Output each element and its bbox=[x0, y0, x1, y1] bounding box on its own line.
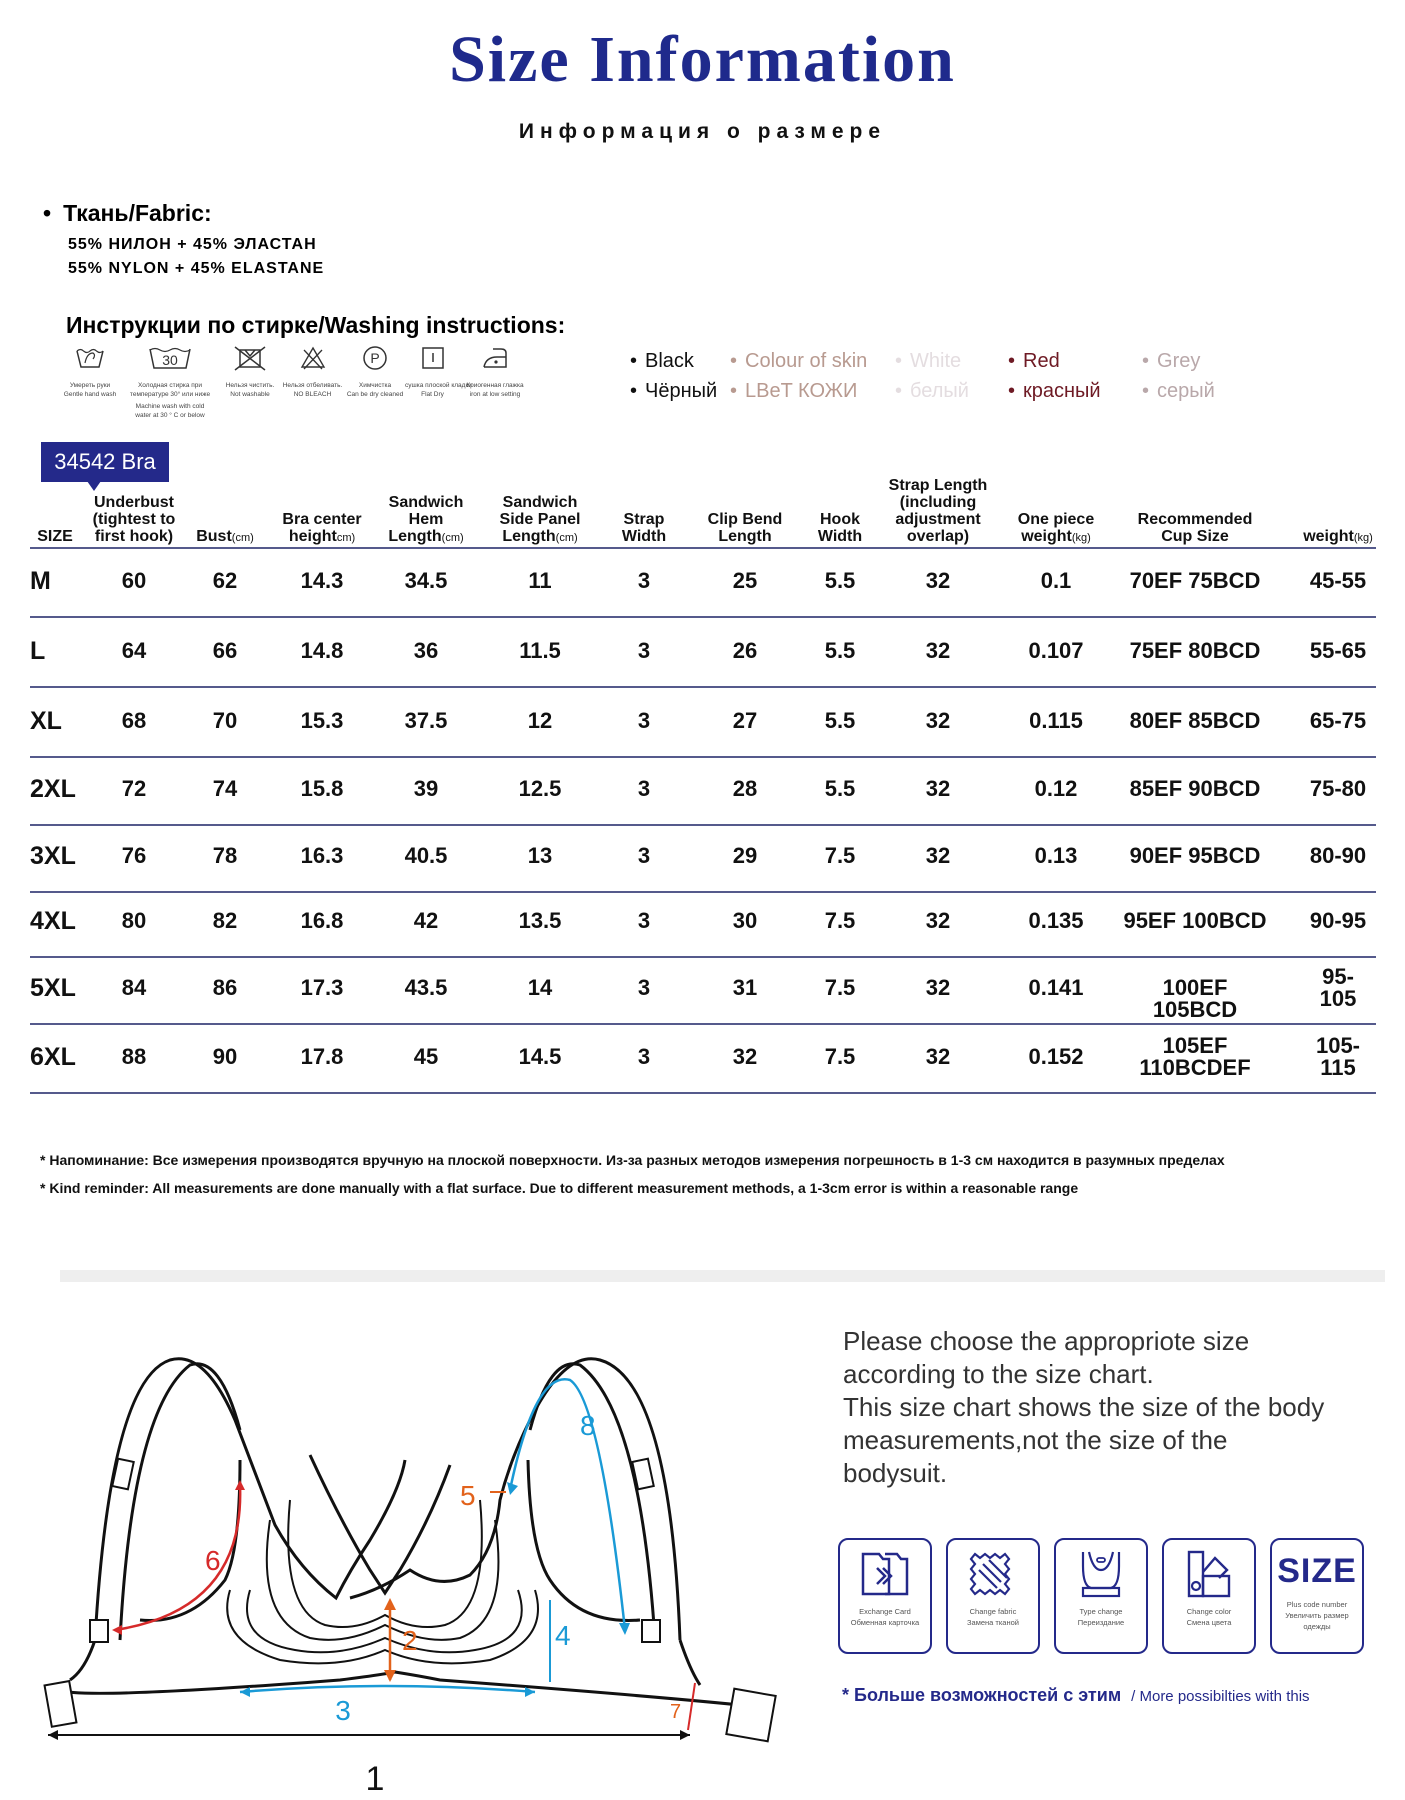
feature-caption-en: Change fabric bbox=[969, 1607, 1017, 1616]
table-cell: 5.5 bbox=[824, 708, 856, 733]
table-cell: 11.5 bbox=[519, 638, 561, 663]
table-cell: 7.5 bbox=[824, 975, 856, 1000]
color-name-ru: красный bbox=[1023, 380, 1101, 402]
wash-item-iron bbox=[460, 345, 530, 399]
column-header: Sandwich Side Panel Length(cm) bbox=[499, 494, 581, 545]
table-cell: 3 bbox=[637, 568, 651, 593]
column-header: Strap Length (including adjustment overlap) bbox=[888, 477, 988, 545]
flat-dry-icon bbox=[420, 345, 446, 371]
feature-caption-ru: Смена цвета bbox=[1186, 1618, 1232, 1627]
column-header: Clip Bend Length bbox=[707, 511, 783, 545]
table-cell: 32 bbox=[925, 908, 951, 933]
fabric-icon bbox=[965, 1546, 1021, 1602]
table-cell: 3 bbox=[637, 776, 651, 801]
color-name-en: Red bbox=[1023, 350, 1060, 372]
wash-item-30 bbox=[125, 345, 215, 420]
table-cell: 70 bbox=[212, 708, 238, 733]
table-cell: 12 bbox=[527, 708, 553, 733]
table-cell: 37.5 bbox=[404, 708, 448, 733]
wash-caption-en: Machine wash with cold bbox=[135, 403, 205, 410]
no-bleach-icon bbox=[299, 345, 327, 371]
column-header: SIZE bbox=[37, 528, 73, 545]
wash-caption-ru: Криогенная глажка bbox=[466, 382, 524, 389]
wash-30-icon bbox=[148, 345, 192, 371]
column-header: Recommended Cup Size bbox=[1137, 511, 1253, 545]
table-cell: 0.13 bbox=[1034, 843, 1078, 868]
size-advice bbox=[843, 1325, 1403, 1490]
table-cell: 34.5 bbox=[404, 568, 448, 593]
table-cell: 100EF 105BCD bbox=[1152, 975, 1238, 1022]
dry-clean-label: P bbox=[370, 350, 380, 366]
table-cell: 5.5 bbox=[824, 568, 856, 593]
color-option-skin-ru[interactable]: • LBeT КОЖИ bbox=[730, 380, 858, 402]
table-cell: 86 bbox=[212, 975, 238, 1000]
table-cell: 90 bbox=[212, 1044, 238, 1069]
feature-caption-ru: Увеличить размер bbox=[1285, 1611, 1349, 1620]
feature-plus-size[interactable] bbox=[1270, 1538, 1364, 1654]
color-name-en: Grey bbox=[1157, 350, 1201, 372]
table-cell: 62 bbox=[212, 568, 238, 593]
size-label: 5XL bbox=[30, 974, 76, 1002]
table-cell: 31 bbox=[732, 975, 758, 1000]
color-name-en: White bbox=[910, 350, 962, 372]
table-cell: 75-80 bbox=[1309, 776, 1367, 801]
table-cell: 45-55 bbox=[1309, 568, 1367, 593]
table-cell: 72 bbox=[121, 776, 147, 801]
table-cell: 11 bbox=[528, 568, 552, 593]
table-cell: 5.5 bbox=[824, 638, 856, 663]
table-cell: 29 bbox=[732, 843, 758, 868]
table-cell: 14 bbox=[527, 975, 553, 1000]
feature-change-fabric[interactable] bbox=[946, 1538, 1040, 1654]
table-cell: 88 bbox=[121, 1044, 147, 1069]
table-cell: 36 bbox=[413, 638, 439, 663]
table-cell: 32 bbox=[925, 776, 951, 801]
table-cell: 65-75 bbox=[1309, 708, 1367, 733]
size-icon: SIZE bbox=[1277, 1552, 1357, 1590]
table-divider bbox=[30, 686, 1376, 688]
color-option-white-ru[interactable]: • белый bbox=[895, 380, 969, 402]
color-name-ru: LBeT КОЖИ bbox=[745, 380, 858, 402]
feature-change-color[interactable] bbox=[1162, 1538, 1256, 1654]
color-option-grey[interactable]: • Grey bbox=[1142, 350, 1201, 372]
measure-label-3: 3 bbox=[335, 1695, 351, 1726]
column-header: Sandwich Hem Length(cm) bbox=[388, 494, 464, 545]
table-cell: 64 bbox=[121, 638, 147, 663]
table-cell: 5.5 bbox=[824, 776, 856, 801]
fabric-heading-text: Ткань/Fabric: bbox=[63, 200, 212, 226]
feature-exchange-card[interactable] bbox=[838, 1538, 932, 1654]
table-cell: 32 bbox=[925, 568, 951, 593]
bullet-icon: • bbox=[43, 200, 52, 226]
table-cell: 17.8 bbox=[300, 1044, 344, 1069]
measure-label-6: 6 bbox=[205, 1545, 221, 1576]
table-cell: 32 bbox=[925, 975, 951, 1000]
table-cell: 3 bbox=[637, 908, 651, 933]
size-label: 6XL bbox=[30, 1043, 76, 1071]
divider bbox=[60, 1270, 1385, 1282]
table-divider bbox=[30, 547, 1376, 549]
color-option-skin[interactable]: • Colour of skin bbox=[730, 350, 868, 372]
color-option-grey-ru[interactable]: • серый bbox=[1142, 380, 1215, 402]
table-cell: 32 bbox=[925, 1044, 951, 1069]
measure-label-7: 7 bbox=[670, 1701, 682, 1723]
table-cell: 32 bbox=[925, 708, 951, 733]
table-cell: 7.5 bbox=[824, 1044, 856, 1069]
table-cell: 0.1 bbox=[1040, 568, 1072, 593]
table-cell: 3 bbox=[637, 638, 651, 663]
size-label: 3XL bbox=[30, 842, 76, 870]
table-cell: 14.8 bbox=[300, 638, 344, 663]
column-header: Underbust (tightest to first hook) bbox=[92, 494, 176, 545]
table-cell: 32 bbox=[925, 843, 951, 868]
advice-line: bodysuit. bbox=[843, 1458, 948, 1488]
table-cell: 15.8 bbox=[300, 776, 344, 801]
column-header: Strap Width bbox=[621, 511, 667, 545]
more-possibilities bbox=[842, 1685, 1310, 1706]
table-cell: 0.141 bbox=[1028, 975, 1084, 1000]
table-cell: 17.3 bbox=[300, 975, 344, 1000]
column-header: weight(kg) bbox=[1303, 528, 1373, 545]
table-cell: 0.152 bbox=[1028, 1044, 1084, 1069]
table-cell: 30 bbox=[732, 908, 758, 933]
wash-item-no-wash bbox=[220, 345, 280, 399]
table-cell: 16.3 bbox=[300, 843, 344, 868]
size-label: 4XL bbox=[30, 907, 76, 935]
table-cell: 32 bbox=[732, 1044, 758, 1069]
table-cell: 7.5 bbox=[824, 843, 856, 868]
fabric-composition-en: 55% NYLON + 45% ELASTANE bbox=[68, 260, 325, 277]
advice-line: This size chart shows the size of the body bbox=[843, 1392, 1325, 1422]
table-cell: 3 bbox=[637, 1044, 651, 1069]
table-divider bbox=[30, 824, 1376, 826]
table-cell: 26 bbox=[732, 638, 758, 663]
more-possibilities-en: / More possibilties with this bbox=[1131, 1688, 1310, 1705]
advice-line: measurements,not the size of the bbox=[843, 1425, 1228, 1455]
bra-type-icon bbox=[1073, 1546, 1129, 1602]
table-cell: 68 bbox=[121, 708, 147, 733]
page-subtitle: Информация о размере bbox=[518, 120, 887, 143]
color-name-en: Black bbox=[645, 350, 694, 372]
feature-caption-en: Exchange Card bbox=[859, 1607, 911, 1616]
wash-caption-ru: Нельзя чистить. bbox=[225, 382, 275, 389]
table-cell: 0.135 bbox=[1028, 908, 1084, 933]
table-cell: 0.12 bbox=[1034, 776, 1078, 801]
color-option-red[interactable]: • Red bbox=[1008, 350, 1060, 372]
wash-item-flat-dry bbox=[405, 345, 472, 399]
hook-tab-right bbox=[726, 1689, 775, 1742]
dry-clean-icon bbox=[362, 345, 388, 371]
table-cell: 40.5 bbox=[404, 843, 448, 868]
feature-caption-ru: Замена тканой bbox=[967, 1618, 1019, 1627]
table-cell: 3 bbox=[637, 708, 651, 733]
fabric-composition-ru: 55% НИЛОН + 45% ЭЛАСТАН bbox=[68, 236, 317, 253]
hand-wash-icon bbox=[75, 345, 105, 371]
size-label: 2XL bbox=[30, 775, 76, 803]
color-name-ru: белый bbox=[910, 380, 969, 402]
feature-caption-ru: Переиздание bbox=[1077, 1618, 1125, 1627]
bra-outline bbox=[60, 1359, 740, 1705]
size-label: M bbox=[30, 567, 51, 595]
color-options bbox=[630, 350, 1270, 410]
table-cell: 60 bbox=[121, 568, 147, 593]
color-option-red-ru[interactable]: • красный bbox=[1008, 380, 1101, 402]
column-header: Bust(cm) bbox=[196, 528, 254, 545]
wash-caption-en: Gentle hand wash bbox=[63, 391, 117, 398]
table-cell: 0.107 bbox=[1028, 638, 1084, 663]
table-cell: 76 bbox=[121, 843, 147, 868]
measure-line-8 bbox=[510, 1379, 625, 1630]
wash-caption-ru: Холодная стирка при bbox=[137, 382, 203, 389]
do-not-wash-icon bbox=[233, 345, 267, 371]
table-cell: 80EF 85BCD bbox=[1129, 708, 1261, 733]
feature-caption-en: Change color bbox=[1186, 1607, 1232, 1616]
hook-tab-left bbox=[45, 1681, 77, 1727]
reminder-ru: * Напоминание: Все измерения производятся вручную на плоской поверхности. Из-за разных методов измерения погрешность в 1-3 см находится в разумных пределах bbox=[40, 1152, 1225, 1168]
table-divider bbox=[30, 1023, 1376, 1025]
table-divider bbox=[30, 616, 1376, 618]
table-cell: 78 bbox=[212, 843, 238, 868]
table-cell: 105- 115 bbox=[1315, 1033, 1361, 1080]
table-cell: 45 bbox=[413, 1044, 439, 1069]
measure-label-1: 1 bbox=[365, 1760, 385, 1798]
table-cell: 13 bbox=[527, 843, 553, 868]
color-name-ru: серый bbox=[1157, 380, 1215, 402]
more-possibilities-ru: * Больше возможностей с этим bbox=[842, 1685, 1122, 1705]
column-header: One piece weight(kg) bbox=[1017, 511, 1095, 545]
table-cell: 55-65 bbox=[1309, 638, 1367, 663]
feature-caption-en: Plus code number bbox=[1286, 1600, 1348, 1609]
table-cell: 32 bbox=[925, 638, 951, 663]
table-cell: 75EF 80BCD bbox=[1129, 638, 1261, 663]
color-option-black-ru[interactable]: • Чёрный bbox=[630, 380, 718, 402]
feature-caption-en: Type change bbox=[1079, 1607, 1123, 1616]
wash-caption-en: NO BLEACH bbox=[293, 391, 332, 398]
column-header: Hook Width bbox=[817, 511, 863, 545]
washing-heading: Инструкции по стирке/Washing instructions: bbox=[66, 312, 566, 338]
wash-caption-en2: water at 30 ° C or below bbox=[135, 412, 205, 419]
table-cell: 70EF 75BCD bbox=[1129, 568, 1261, 593]
advice-line: Please choose the appropriote size bbox=[843, 1326, 1250, 1356]
wash-caption-en: iron at low setting bbox=[469, 391, 521, 398]
table-cell: 16.8 bbox=[300, 908, 344, 933]
table-cell: 66 bbox=[212, 638, 238, 663]
table-cell: 80 bbox=[121, 908, 147, 933]
table-divider bbox=[30, 891, 1376, 893]
wash-item-no-bleach bbox=[280, 345, 345, 399]
size-label: XL bbox=[30, 707, 62, 735]
measure-line-3 bbox=[240, 1686, 535, 1692]
table-divider bbox=[30, 1092, 1376, 1094]
strap-slider-left bbox=[90, 1620, 108, 1642]
page-title: Size Information bbox=[449, 23, 956, 96]
color-option-white[interactable]: • White bbox=[895, 350, 962, 372]
table-cell: 14.5 bbox=[518, 1044, 562, 1069]
table-cell: 39 bbox=[413, 776, 439, 801]
iron-low-icon bbox=[481, 345, 509, 371]
table-divider bbox=[30, 756, 1376, 758]
wash-item-hand bbox=[55, 345, 125, 399]
table-cell: 85EF 90BCD bbox=[1129, 776, 1261, 801]
color-swatch-icon bbox=[1181, 1546, 1237, 1602]
column-header: Bra center heightcm) bbox=[282, 511, 362, 545]
wash-caption-ru2: температуре 30° или ниже bbox=[129, 391, 211, 398]
wash-item-dry-clean bbox=[345, 345, 405, 399]
measure-label-8: 8 bbox=[580, 1410, 596, 1441]
table-cell: 12.5 bbox=[518, 776, 562, 801]
table-cell: 90EF 95BCD bbox=[1129, 843, 1261, 868]
table-cell: 28 bbox=[732, 776, 758, 801]
table-divider bbox=[30, 956, 1376, 958]
table-cell: 43.5 bbox=[404, 975, 448, 1000]
table-cell: 74 bbox=[212, 776, 238, 801]
table-cell: 82 bbox=[212, 908, 238, 933]
feature-caption-ru: Обменная карточка bbox=[850, 1618, 920, 1627]
color-name-en: Colour of skin bbox=[745, 350, 868, 372]
table-cell: 105EF 110BCDEF bbox=[1139, 1033, 1251, 1080]
advice-line: according to the size chart. bbox=[843, 1359, 1154, 1389]
feature-type-change[interactable] bbox=[1054, 1538, 1148, 1654]
fabric-heading bbox=[43, 200, 212, 227]
table-cell: 0.115 bbox=[1029, 708, 1083, 733]
table-cell: 42 bbox=[413, 908, 439, 933]
bra-measurement-diagram bbox=[40, 1320, 780, 1798]
table-cell: 3 bbox=[637, 843, 651, 868]
wash-caption-en: Can be dry cleaned bbox=[346, 391, 404, 398]
feature-caption-ru2: одежды bbox=[1303, 1622, 1331, 1631]
color-name-ru: Чёрный bbox=[645, 380, 718, 402]
color-option-black[interactable]: • Black bbox=[630, 350, 694, 372]
table-cell: 84 bbox=[121, 975, 147, 1000]
table-cell: 15.3 bbox=[300, 708, 344, 733]
measure-label-2: 2 bbox=[402, 1625, 418, 1656]
table-cell: 13.5 bbox=[518, 908, 562, 933]
table-cell: 95EF 100BCD bbox=[1123, 908, 1267, 933]
reminder-en: * Kind reminder: All measurements are done manually with a flat surface. Due to different measurement methods, a 1-3cm error is within a reasonable range bbox=[40, 1180, 1079, 1196]
exchange-card-icon bbox=[857, 1546, 913, 1602]
measure-arrows-6 bbox=[112, 1480, 245, 1635]
table-cell: 25 bbox=[732, 568, 758, 593]
table-cell: 14.3 bbox=[300, 568, 344, 593]
table-cell: 95- 105 bbox=[1319, 964, 1357, 1011]
table-cell: 27 bbox=[732, 708, 758, 733]
wash-caption-ru: сушка плоской кладки bbox=[405, 382, 472, 389]
table-cell: 80-90 bbox=[1309, 843, 1367, 868]
model-badge: 34542 Bra bbox=[41, 442, 169, 482]
wash-temp-label: 30 bbox=[162, 352, 178, 368]
measure-arrows-8 bbox=[507, 1482, 630, 1635]
wash-caption-ru: Химчистка bbox=[358, 382, 392, 389]
wash-caption-ru: Умереть руки bbox=[69, 382, 111, 389]
wash-caption-en: Not washable bbox=[230, 391, 270, 398]
measure-label-5: 5 bbox=[460, 1480, 476, 1511]
measure-label-4: 4 bbox=[555, 1620, 571, 1651]
wash-caption-ru: Нельзя отбеливать. bbox=[282, 382, 343, 389]
table-cell: 7.5 bbox=[824, 908, 856, 933]
table-cell: 90-95 bbox=[1309, 908, 1367, 933]
table-cell: 3 bbox=[637, 975, 651, 1000]
size-label: L bbox=[30, 637, 46, 665]
wash-caption-en: Flat Dry bbox=[421, 391, 444, 398]
washing-instructions bbox=[55, 345, 555, 425]
measure-line-7 bbox=[688, 1683, 695, 1730]
strap-slider-right bbox=[642, 1620, 660, 1642]
